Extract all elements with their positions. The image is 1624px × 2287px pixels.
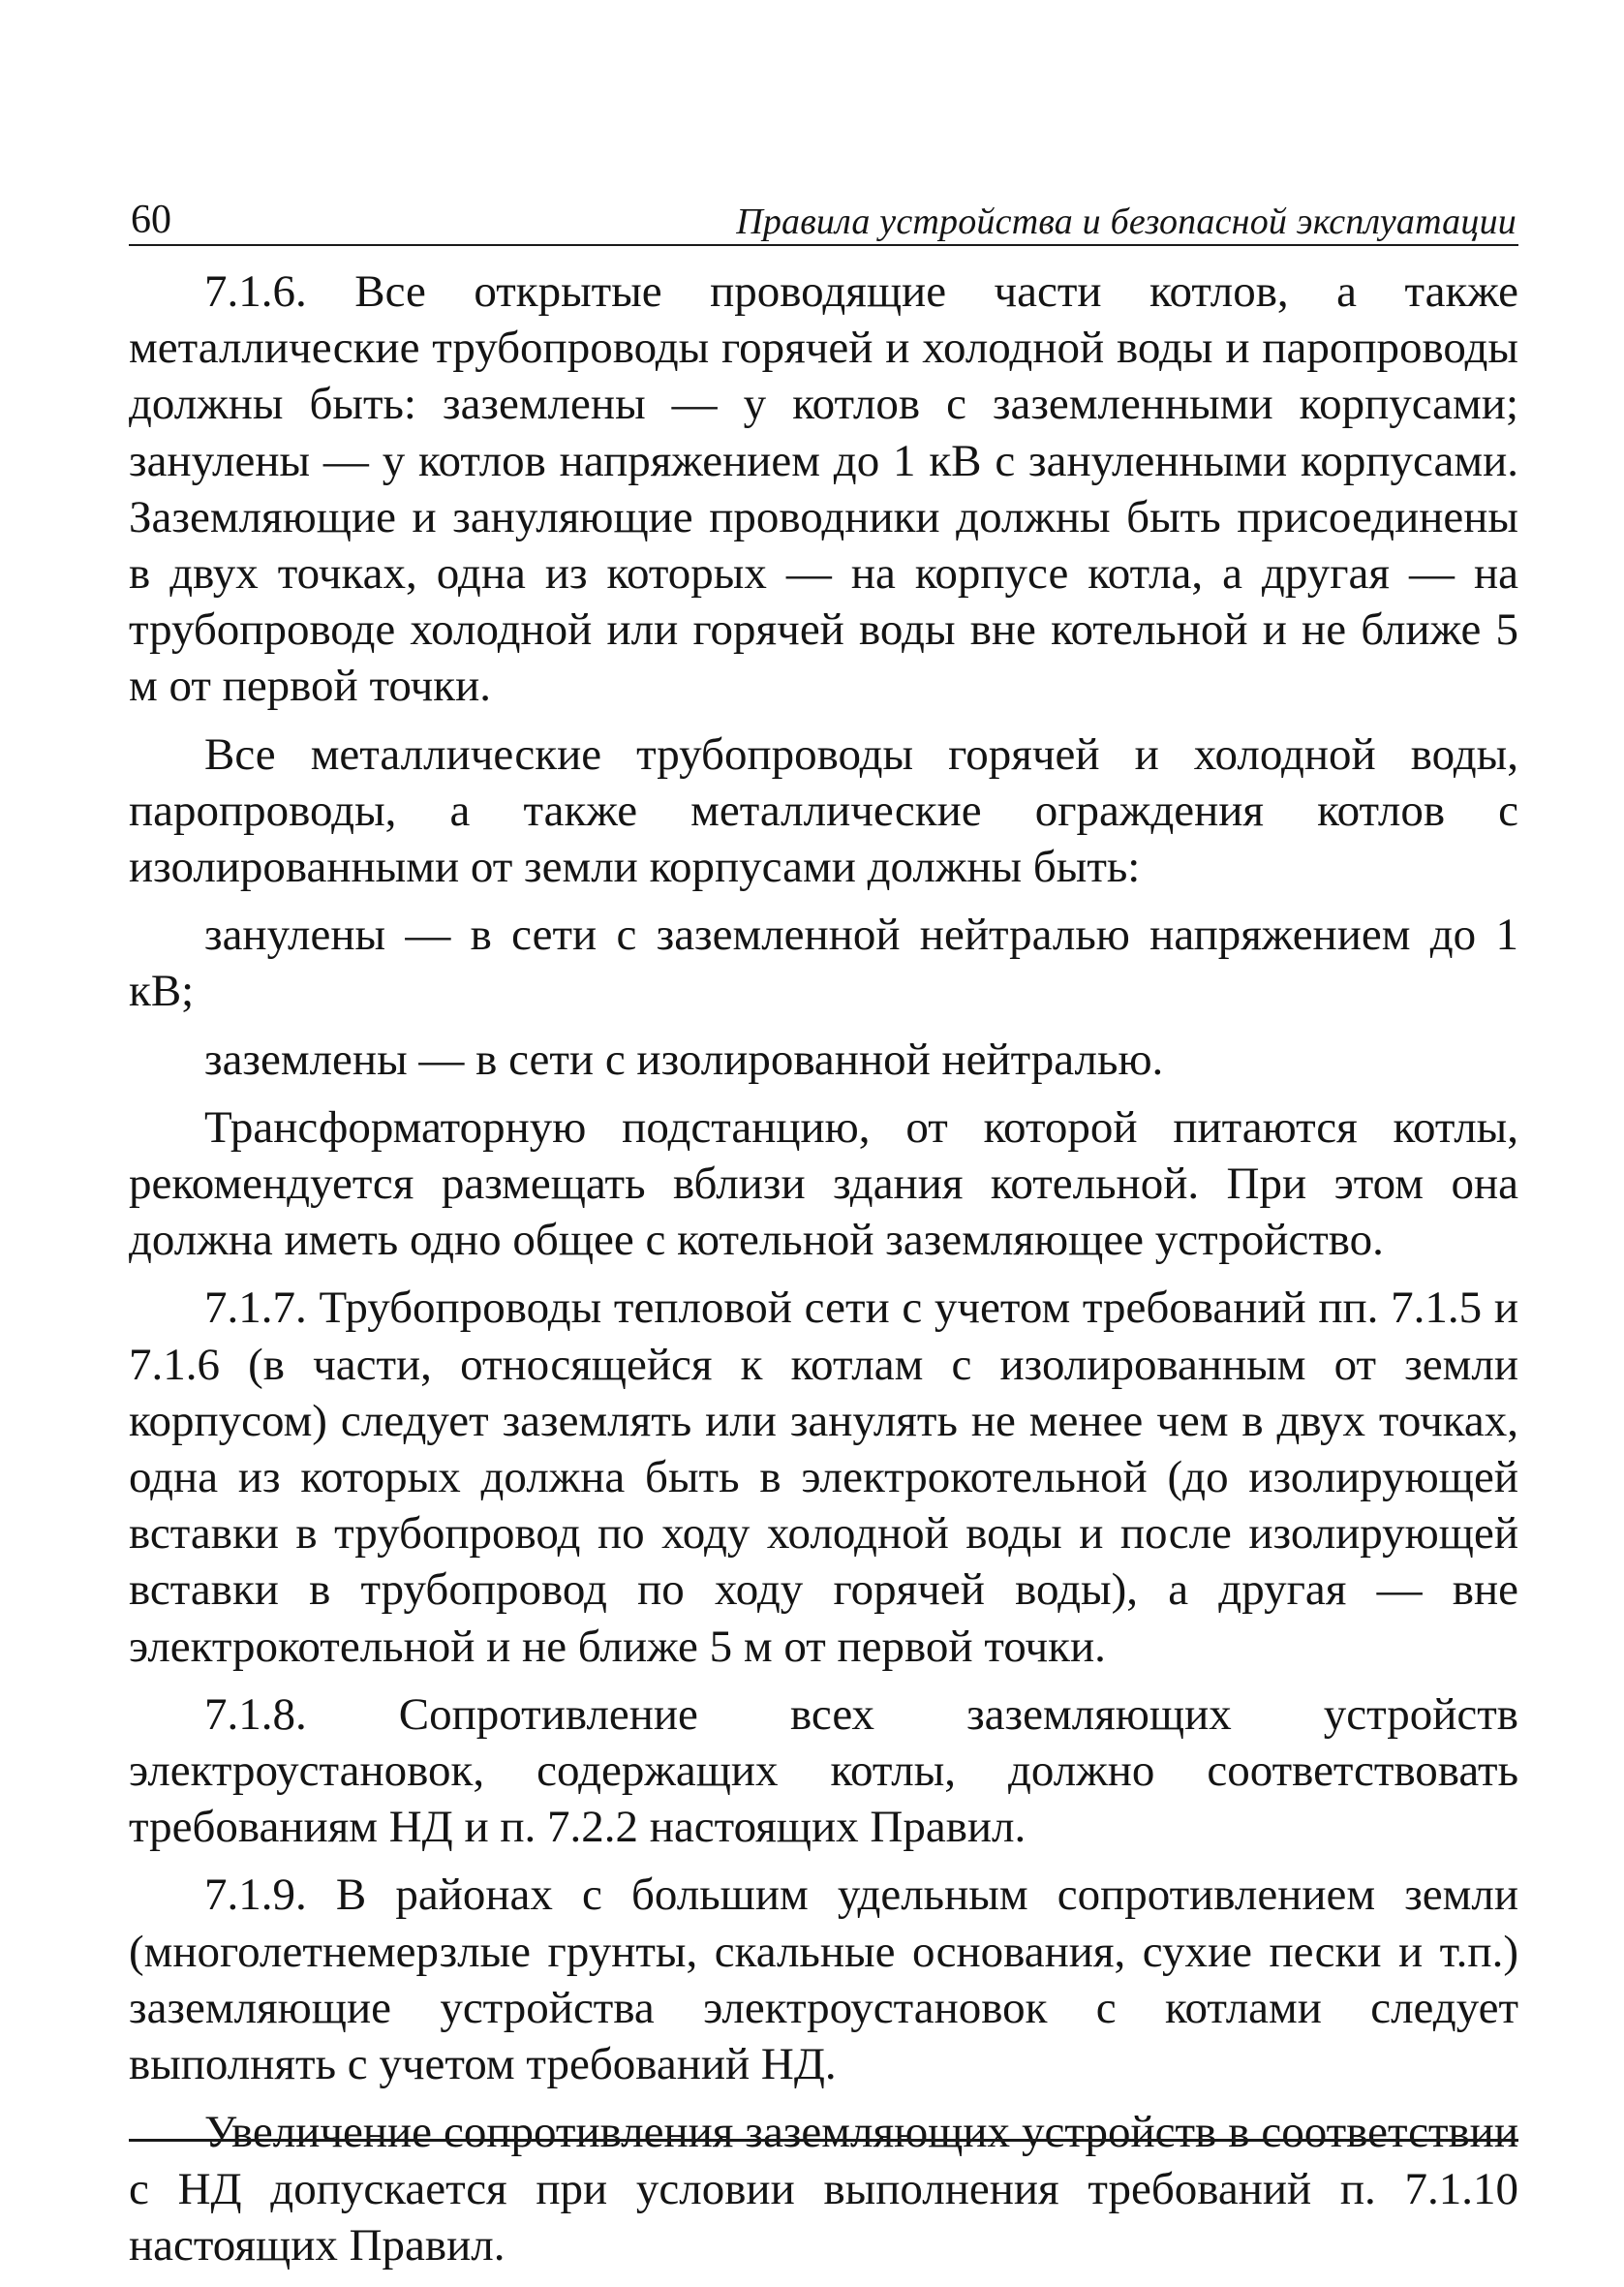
paragraph-substation: Трансформаторную подстанцию, от которой питаются котлы, рекомендуется размещать вблизи здания котельной. При этом она должна иметь одно общее с котельной заземляющее устройство. (129, 1101, 1518, 1266)
paragraph-zazemleny: заземлены — в сети с изолированной нейтралью. (204, 1034, 1164, 1085)
running-title: Правила устройства и безопасной эксплуатации (736, 201, 1517, 242)
paragraph-7-1-8: 7.1.8. Сопротивление всех заземляющих устройств электроустановок, содержащих котлы, должно соответствовать требованиям НД и п. 7.2.2 настоящих Правил. (129, 1688, 1518, 1853)
paragraph-7-1-6: 7.1.6. Все открытые проводящие части котлов, а также металлические трубопроводы горячей и холодной воды и паропроводы должны быть: заземлены — у котлов с заземленными корпусами; занулены — у котлов напряжением до 1 кВ с зануленными корпусами. Заземляющие и зануляющие проводники должны быть присоединены в двух точках, одна из которых — на корпусе котла, а другая — на трубопроводе холодной или горячей воды вне котельной и не ближе 5 м от первой точки. (129, 266, 1518, 712)
page-number: 60 (131, 198, 171, 242)
footer-rule (129, 2139, 1518, 2142)
paragraph-resistance-increase: Увеличение сопротивления заземляющих устройств в соответствии с НД допускается при условии выполнения требований п. 7.1.10 настоящих Правил. (129, 2107, 1518, 2271)
paragraph-7-1-7: 7.1.7. Трубопроводы тепловой сети с учетом требований пп. 7.1.5 и 7.1.6 (в части, относящейся к котлам с изолированным от земли корпусом) следует заземлять или занулять не менее чем в двух точках, одна из которых должна быть в электрокотельной (до изолирующей вставки в трубопровод по ходу холодной воды и после изолирующей вставки в трубопровод по ходу горячей воды), а другая — вне электрокотельной и не ближе 5 м от первой точки. (129, 1283, 1518, 1672)
body-text (129, 263, 1518, 2273)
book-page (129, 184, 1518, 2273)
paragraph-7-1-9: 7.1.9. В районах с большим удельным сопротивлением земли (многолетнемерзлые грунты, скальные основания, сухие пески и т.п.) заземляющие устройства электроустановок с котлами следует выполнять с учетом требований НД. (129, 1870, 1518, 2090)
paragraph-zanuleny: занулены — в сети с заземленной нейтралью напряжением до 1 кВ; (129, 910, 1518, 1017)
page-header (129, 184, 1518, 246)
paragraph-metal-pipelines: Все металлические трубопроводы горячей и холодной воды, паропроводы, а также металлические ограждения котлов с изолированными от земли корпусами должны быть: (129, 728, 1518, 893)
